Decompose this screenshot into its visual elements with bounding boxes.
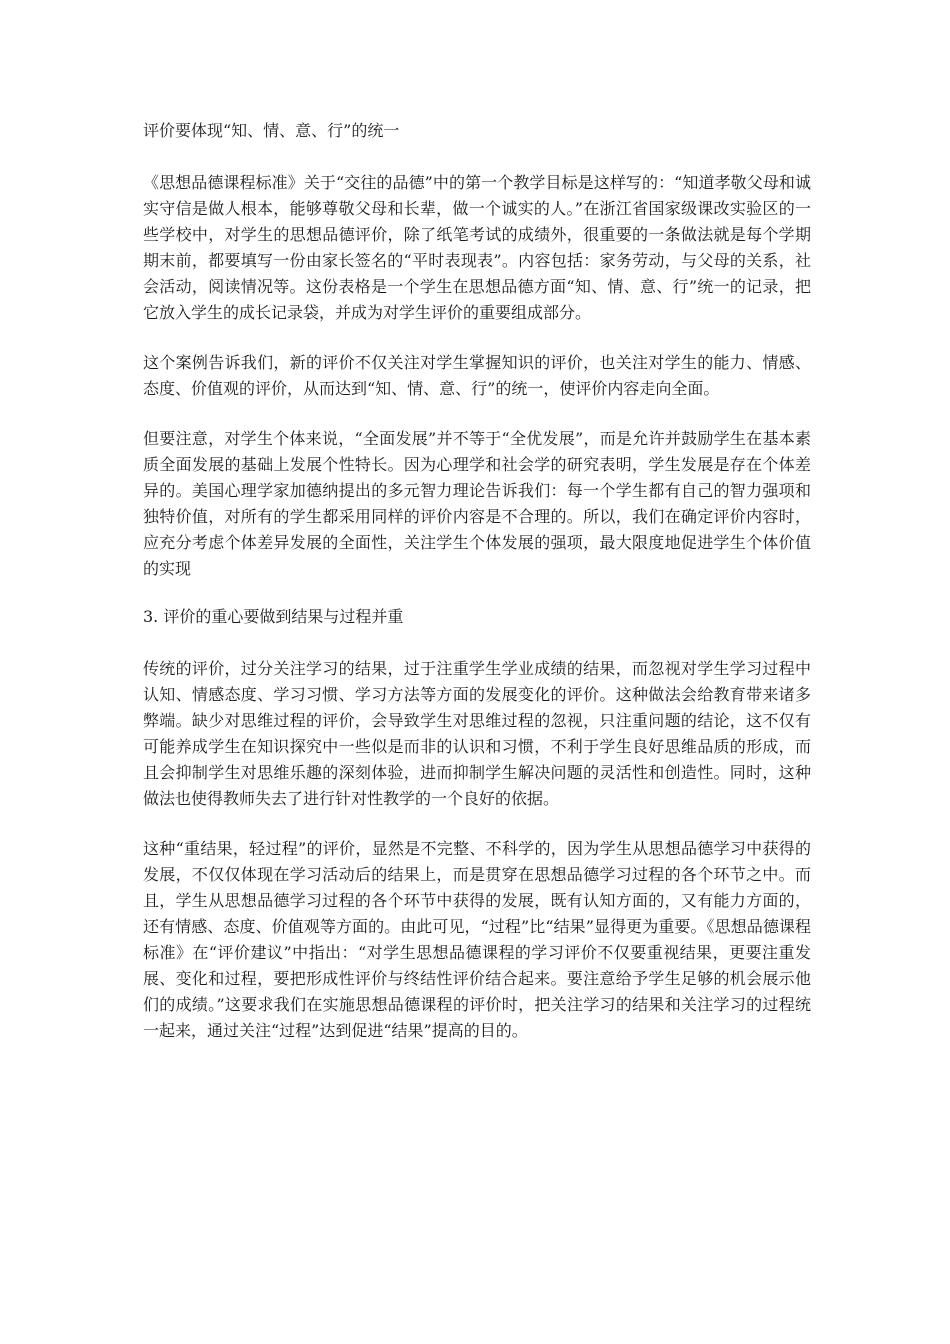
document-body (143, 118, 811, 1068)
section-title: 评价要体现“知、情、意、行”的统一 (143, 121, 400, 140)
paragraph: 传统的评价，过分关注学习的结果，过于注重学生学业成绩的结果，而忽视对学生学习过程中认知、情感态度、学习习惯、学习方法等方面的发展变化的评价。这种做法会给教育带来诸多弊端。缺少对思维过程的评价，会导致学生对思维过程的忽视，只注重问题的结论，这不仅有可能养成学生在知识探究中一些似是而非的认识和习惯，不利于学生良好思维品质的形成，而且会抑制学生对思维乐趣的深刻体验，进而抑制学生解决问题的灵活性和创造性。同时，这种做法也使得教师失去了进行针对性教学的一个良好的依据。 (143, 659, 811, 808)
paragraph: 这个案例告诉我们，新的评价不仅关注对学生掌握知识的评价，也关注对学生的能力、情感、态度、价值观的评价，从而达到“知、情、意、行”的统一，使评价内容走向全面。 (143, 353, 811, 398)
numbered-section-title: 3. 评价的重心要做到结果与过程并重 (143, 607, 404, 626)
paragraph: 这种“重结果，轻过程”的评价，显然是不完整、不科学的，因为学生从思想品德学习中获得的发展，不仅仅体现在学习活动后的结果上，而是贯穿在思想品德学习过程的各个环节之中。而且，学生从思想品德学习过程的各个环节中获得的发展，既有认知方面的，又有能力方面的，还有情感、态度、价值观等方面的。由此可见，“过程”比“结果”显得更为重要。《思想品德课程标准》在“评价建议”中指出：“对学生思想品德课程的学习评价不仅要重视结果，更要注重发展、变化和过程，要把形成性评价与终结性评价结合起来。要注意给予学生足够的机会展示他们的成绩。”这要求我们在实施思想品德课程的评价时，把关注学习的结果和关注学习的过程统一起来，通过关注“过程”达到促进“结果”提高的目的。 (143, 839, 811, 1040)
paragraph: 但要注意，对学生个体来说，“全面发展”并不等于“全优发展”，而是允许并鼓励学生在基本素质全面发展的基础上发展个性特长。因为心理学和社会学的研究表明，学生发展是存在个体差异的。美国心理学家加德纳提出的多元智力理论告诉我们：每一个学生都有自己的智力强项和独特价值，对所有的学生都采用同样的评价内容是不合理的。所以，我们在确定评价内容时，应充分考虑个体差异发展的全面性，关注学生个体发展的强项，最大限度地促进学生个体价值的实现 (143, 429, 811, 578)
paragraph: 《思想品德课程标准》关于“交往的品德”中的第一个教学目标是这样写的：“知道孝敬父母和诚实守信是做人根本，能够尊敬父母和长辈，做一个诚实的人。”在浙江省国家级课改实验区的一些学校中，对学生的思想品德评价，除了纸笔考试的成绩外，很重要的一条做法就是每个学期期末前，都要填写一份由家长签名的“平时表现表”。内容包括：家务劳动，与父母的关系，社会活动，阅读情况等。这份表格是一个学生在思想品德方面“知、情、意、行”统一的记录，把它放入学生的成长记录袋，并成为对学生评价的重要组成部分。 (143, 173, 811, 322)
